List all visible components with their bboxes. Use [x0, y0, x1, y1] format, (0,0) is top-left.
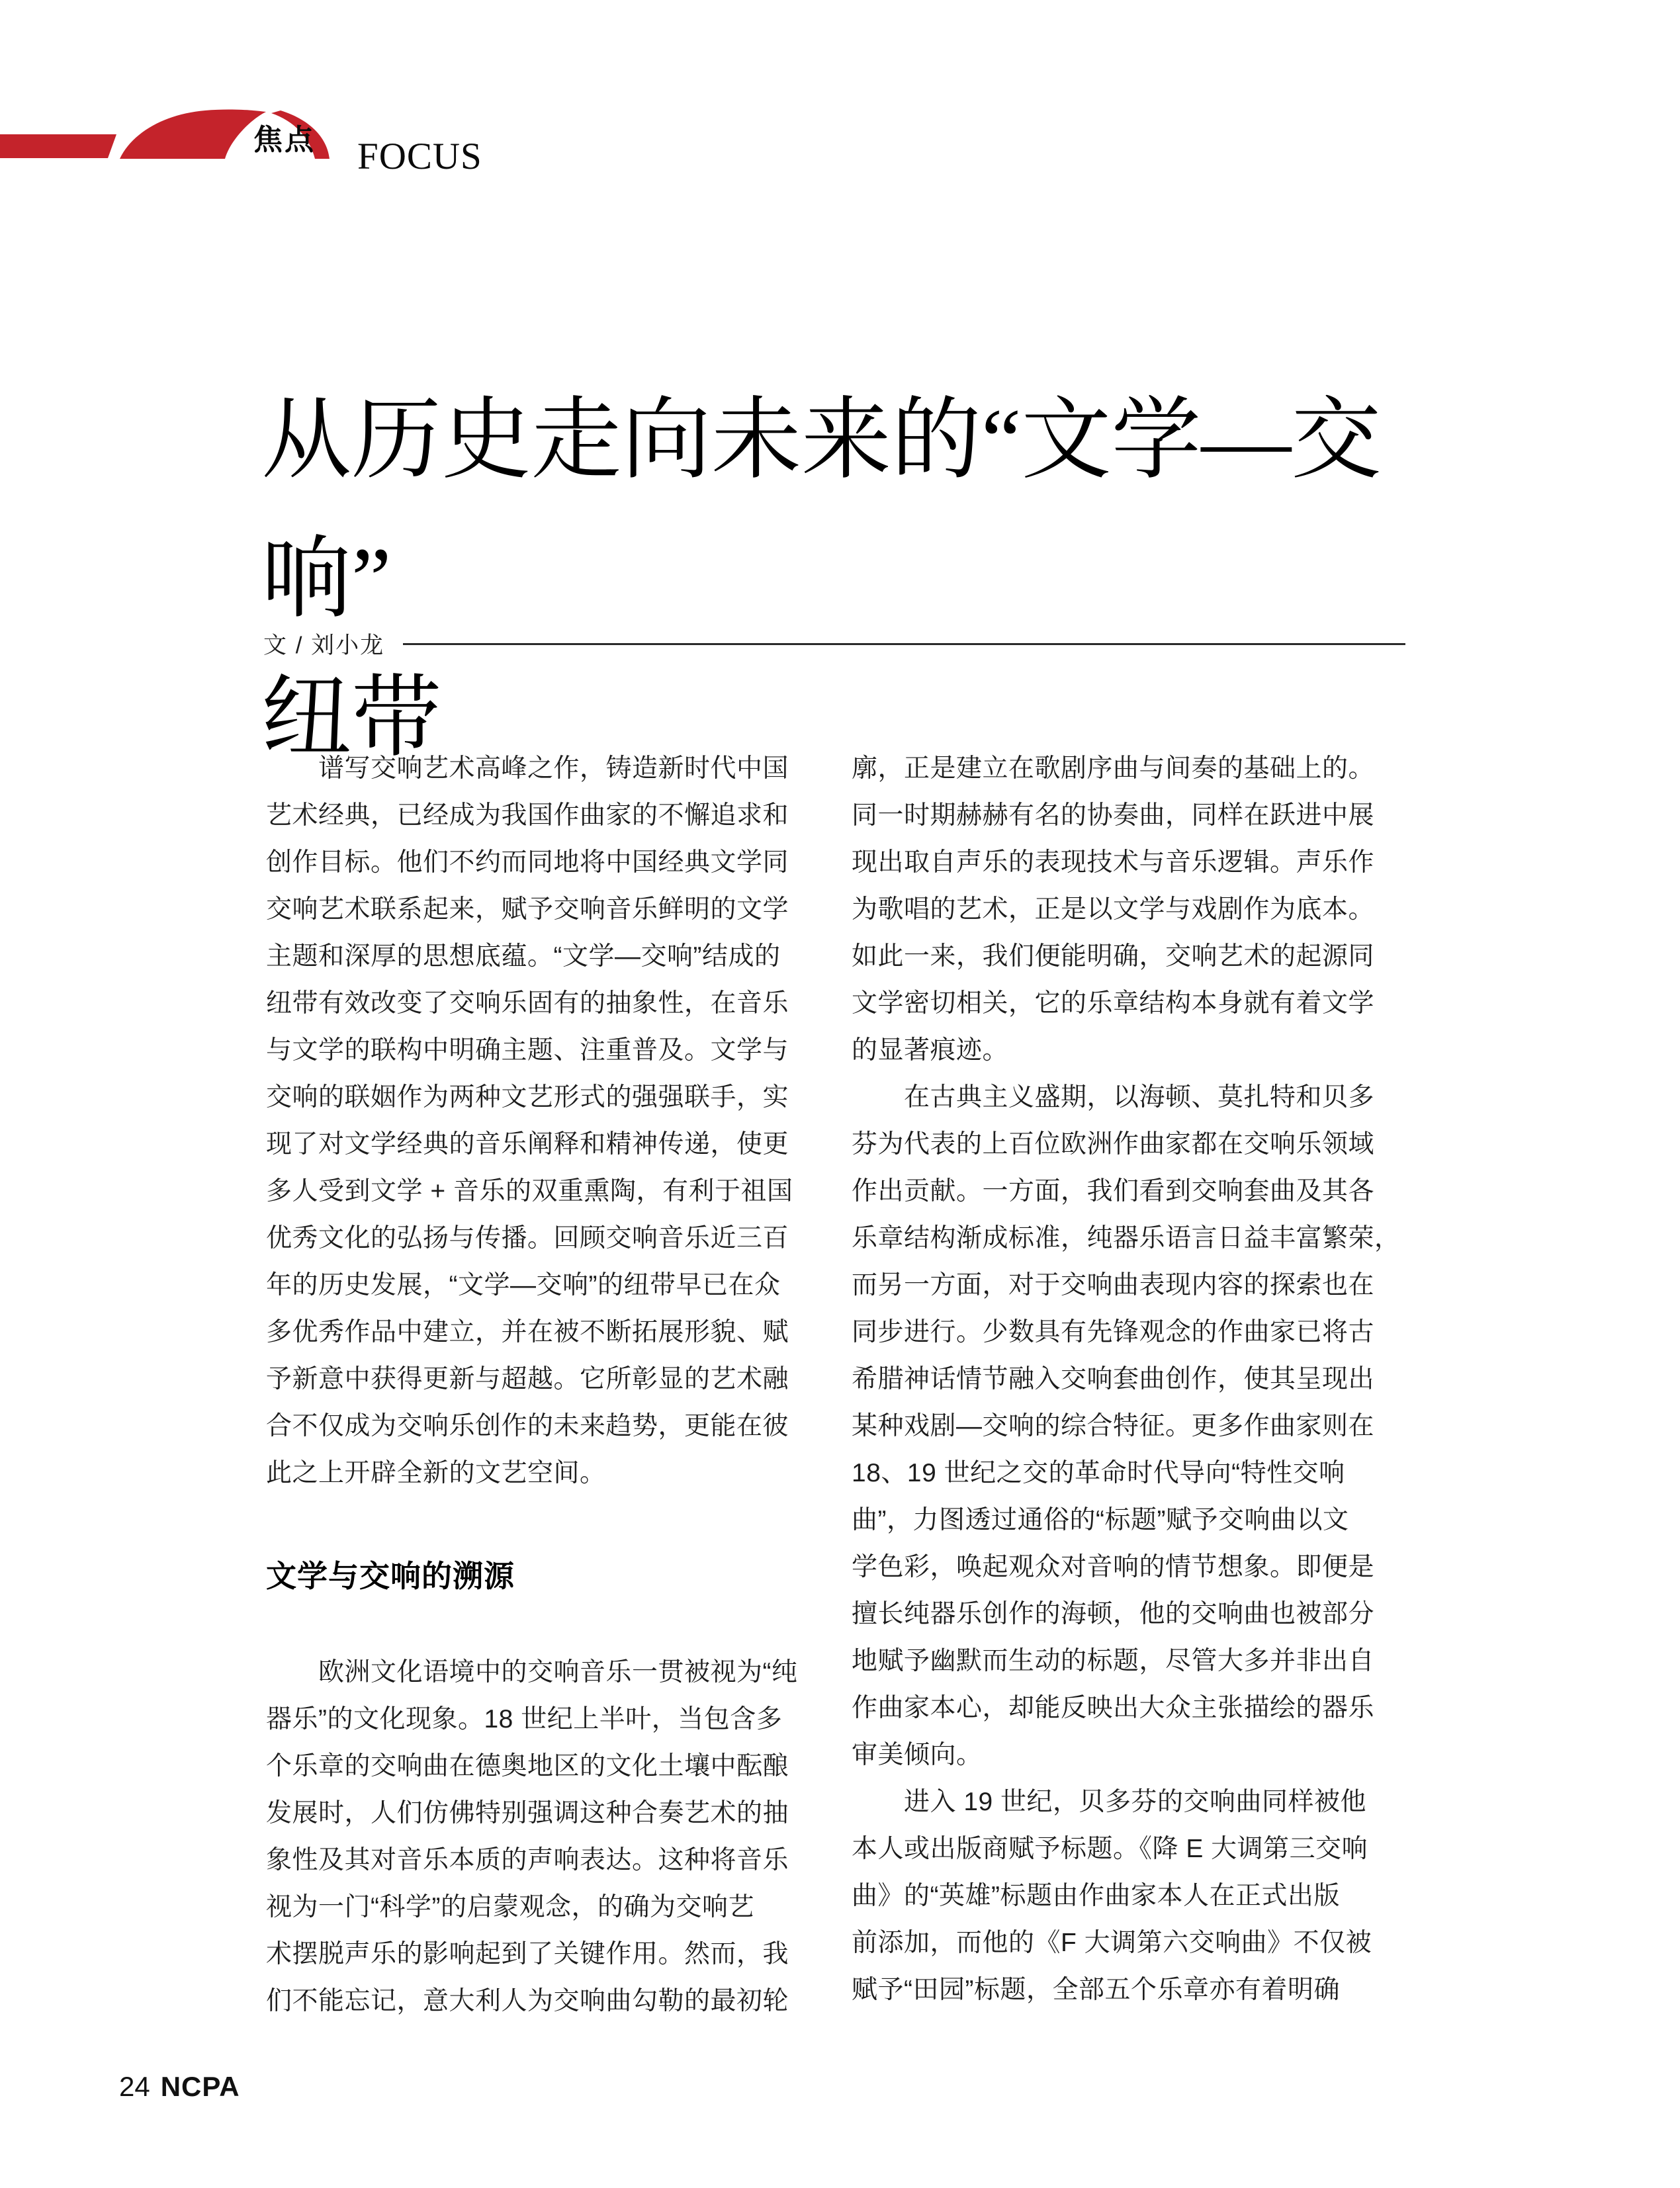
body-text-line: 赋予“田园”标题，全部五个乐章亦有着明确 — [852, 1976, 1340, 2004]
body-text-line: 作曲家本心，却能反映出大众主张描绘的器乐 — [852, 1694, 1375, 1722]
body-text-line: 擅长纯器乐创作的海顿，他的交响曲也被部分 — [852, 1600, 1375, 1628]
byline-author: 文 / 刘小龙 — [263, 633, 385, 658]
body-text-line: 此之上开辟全新的文艺空间。 — [266, 1459, 606, 1487]
body-text-line: 现出取自声乐的表现技术与音乐逻辑。声乐作 — [852, 848, 1375, 877]
body-text-line: 优秀文化的弘扬与传播。回顾交响音乐近三百 — [266, 1224, 789, 1252]
body-text-line: 视为一门“科学”的启蒙观念，的确为交响艺 — [266, 1893, 754, 1921]
body-text-line: 的显著痕迹。 — [852, 1036, 1009, 1065]
body-column-right — [852, 745, 1402, 2013]
body-text-line: 曲》的“英雄”标题由作曲家本人在正式出版 — [852, 1882, 1340, 1910]
body-text-line: 进入 19 世纪，贝多芬的交响曲同样被他 — [852, 1788, 1367, 1816]
body-text-line: 学色彩，唤起观众对音响的情节想象。即便是 — [852, 1553, 1375, 1581]
body-text-line: 术摆脱声乐的影响起到了关键作用。然而，我 — [266, 1940, 789, 1968]
body-text-line: 曲”，力图透过通俗的“标题”赋予交响曲以文 — [852, 1506, 1349, 1534]
body-text-line: 予新意中获得更新与超越。它所彰显的艺术融 — [266, 1365, 789, 1393]
body-text-line: 合不仅成为交响乐创作的未来趋势，更能在彼 — [266, 1412, 789, 1440]
body-text-line: 个乐章的交响曲在德奥地区的文化土壤中酝酿 — [266, 1752, 789, 1780]
body-text-line: 在古典主义盛期，以海顿、莫扎特和贝多 — [852, 1083, 1375, 1112]
body-text-line: 文学密切相关，它的乐章结构本身就有着文学 — [852, 989, 1375, 1018]
body-text-line: 交响的联姻作为两种文艺形式的强强联手，实 — [266, 1083, 789, 1112]
body-text-line: 与文学的联构中明确主题、注重普及。文学与 — [266, 1036, 789, 1065]
body-text-line: 欧洲文化语境中的交响音乐一贯被视为“纯 — [266, 1658, 798, 1686]
body-text-line: 艺术经典，已经成为我国作曲家的不懈追求和 — [266, 801, 789, 830]
body-text-line: 本人或出版商赋予标题。《降 E 大调第三交响 — [852, 1835, 1368, 1863]
body-text-line: 交响艺术联系起来，赋予交响音乐鲜明的文学 — [266, 895, 789, 924]
body-text-line: 希腊神话情节融入交响套曲创作，使其呈现出 — [852, 1365, 1375, 1393]
body-text-line: 为歌唱的艺术，正是以文学与戏剧作为底本。 — [852, 895, 1375, 924]
body-text-line: 审美倾向。 — [852, 1741, 983, 1769]
body-text-line: 多优秀作品中建立，并在被不断拓展形貌、赋 — [266, 1318, 789, 1346]
byline-rule — [403, 643, 1405, 645]
body-text-line: 18、19 世纪之交的革命时代导向“特性交响 — [852, 1459, 1345, 1487]
body-text-line: 器乐”的文化现象。18 世纪上半叶，当包含多 — [266, 1705, 783, 1733]
body-text-line: 前添加，而他的《F 大调第六交响曲》不仅被 — [852, 1929, 1372, 1957]
byline-row — [263, 627, 1405, 660]
paragraph — [266, 745, 817, 1497]
body-text-line: 主题和深厚的思想底蕴。“文学—交响”结成的 — [266, 942, 781, 971]
body-text-line: 而另一方面，对于交响曲表现内容的探索也在 — [852, 1271, 1375, 1299]
paragraph — [852, 745, 1402, 2013]
body-text-line: 乐章结构渐成标准，纯器乐语言日益丰富繁荣， — [852, 1224, 1401, 1252]
paragraph — [266, 1649, 817, 2025]
body-text-line: 作出贡献。一方面，我们看到交响套曲及其各 — [852, 1177, 1375, 1205]
body-text-line: 创作目标。他们不约而同地将中国经典文学同 — [266, 848, 789, 877]
brand-mark: NCPA — [160, 2071, 240, 2102]
header-red-bar — [0, 134, 116, 158]
body-text-line: 现了对文学经典的音乐阐释和精神传递，使更 — [266, 1130, 789, 1159]
body-text-line: 多人受到文学 + 音乐的双重熏陶，有利于祖国 — [266, 1177, 793, 1205]
page-footer — [119, 2071, 240, 2103]
header-swoosh-dome — [120, 110, 266, 159]
body-text-line: 谱写交响艺术高峰之作，铸造新时代中国 — [266, 754, 789, 783]
section-label-cn: 焦点 — [253, 124, 316, 156]
body-text-line: 同一时期赫赫有名的协奏曲，同样在跃进中展 — [852, 801, 1375, 830]
body-text-line: 象性及其对音乐本质的声响表达。这种将音乐 — [266, 1846, 789, 1874]
section-label-en: FOCUS — [357, 136, 482, 177]
body-column-left — [266, 745, 817, 2025]
body-text-line: 年的历史发展，“文学—交响”的纽带早已在众 — [266, 1271, 781, 1299]
body-text-line: 廓，正是建立在歌剧序曲与间奏的基础上的。 — [852, 754, 1375, 783]
article-title — [261, 371, 1426, 788]
body-text-line: 们不能忘记，意大利人为交响曲勾勒的最初轮 — [266, 1987, 789, 2015]
article-title-line-1: 从历史走向未来的“文学—交响” — [261, 391, 1382, 630]
body-text-line: 芬为代表的上百位欧洲作曲家都在交响乐领域 — [852, 1130, 1375, 1159]
page-number: 24 — [119, 2071, 150, 2102]
body-text-line: 地赋予幽默而生动的标题，尽管大多并非出自 — [852, 1647, 1375, 1675]
body-text-line: 如此一来，我们便能明确，交响艺术的起源同 — [852, 942, 1375, 971]
body-text-line: 纽带有效改变了交响乐固有的抽象性，在音乐 — [266, 989, 789, 1018]
section-heading: 文学与交响的溯源 — [266, 1559, 515, 1593]
article-title-line-2: 纽带 — [261, 669, 441, 769]
body-text-line: 某种戏剧—交响的综合特征。更多作曲家则在 — [852, 1412, 1375, 1440]
body-text-line: 同步进行。少数具有先锋观念的作曲家已将古 — [852, 1318, 1375, 1346]
body-text-line: 发展时，人们仿佛特别强调这种合奏艺术的抽 — [266, 1799, 789, 1827]
